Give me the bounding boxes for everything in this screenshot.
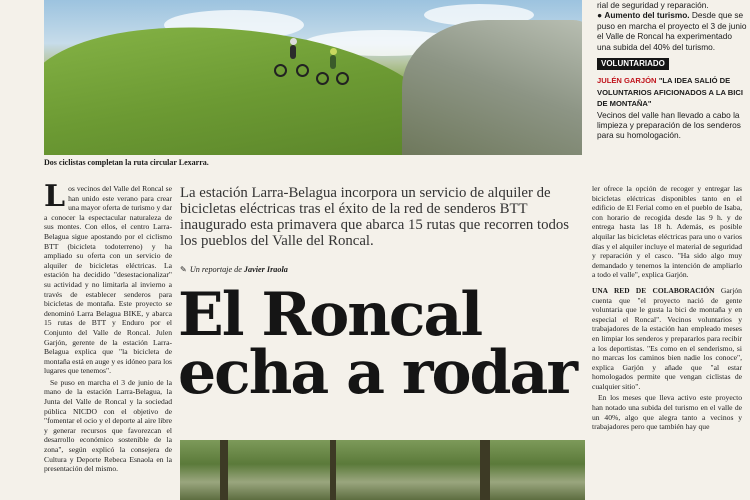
photo-caption: Dos ciclistas completan la ruta circular Lexarra. [44,158,209,167]
section-heading: UNA RED DE COLABORACIÓN [592,285,715,295]
byline-prefix: Un reportaje de [189,265,242,274]
column-3-para-1: ler ofrece la opción de recoger y entregar las bicicletas eléctricas disponibles tanto en el edificio de El Ferial como en el pueblo de Isaba, con horario de recogida desde las 9 h. y de entrega hasta las 18 h. Además, es posible alquilar las bicicletas eléctricas para uno o varios días y el alquiler incluye el material de seguridad y reparación y el casco. "Ha sido algo muy demandado y tenemos la intención de ampliarlo a todo el valle", explica Garjón. [592,184,742,280]
column-1-para-1: os vecinos del Valle del Roncal se han unido este verano para crear una mayor oferta de turismo y dar a conocer la espectacular naturaleza de sus montes. Con ellos, el centro Larra-Belagua sigue apostando por el ciclismo BTT (bicicleta todoterreno) y ha ampliado su oferta con un servicio de alquiler de bicicletas eléctricas. La estación ha decidido "desestacionalizar" su actividad y no limitarla al invierno a través de establecer senderos para bicicletas de montaña. Este proyecto se denominó Larra Belagua BIKE, y abarca 15 rutas de BTT y Enduro por el Conjunto del Valle de Roncal. Julen Garjón, gerente de la estación Larra-Belagua explica que "la bicicleta de montaña está en auge y es idóneo para los lugares que tenemos". [44,184,172,376]
column-3-para-2: Garjón cuenta que "el proyecto nació de gente voluntaria que le gusta la bici de montaña y en especial el Roncal". Vecinos voluntarios y trabajadores de la estación han empleado meses en limpiar los senderos y prepararlos para recibir a los deportistas. "Es como en el senderismo, si no marcas los caminos bien nadie los conoce", explica Garjón y añade que "al estar homologados permite que vengan ciclistas de cualquier sitio". [592,285,742,391]
quote-name: JULÉN GARJÓN [597,76,657,86]
sidebar-intro: rial de seguridad y reparación. [597,0,709,10]
sidebar-bullet [597,10,747,52]
sidebar-column [597,0,747,141]
column-1-para-2: Se puso en marcha el 3 de junio de la mano de la estación Larra-Belagua, la Junta del Valle de Roncal y la sociedad pública NICDO con el objetivo de "fomentar el ocio y el deporte al aire libre y generar recursos que favorezcan el desarrollo económico sostenible de la zona", según explicó la consejera de Cultura y Deporte Rebeca Esnaola en la presentación del mismo. [44,377,172,474]
section-tag: VOLUNTARIADO [597,58,669,70]
cyclists-photo [44,0,582,155]
article-column-3 [592,184,742,434]
headline-line-1: El Roncal [178,280,482,350]
article-column-1 [44,179,172,476]
quote-text: "LA IDEA SALIÓ DE VOLUNTARIOS AFICIONADOS A LA BICI DE MONTAÑA" [597,76,743,109]
drop-cap: L [44,179,66,214]
bullet-text: Desde que se puso en marcha el proyecto el 3 de junio el Valle de Roncal ha experimentado una subida del 40% del turismo. [597,10,747,52]
headline [178,280,588,408]
forest-photo [180,440,585,500]
byline [180,264,288,274]
headline-line-2: echa a rodar [178,338,576,408]
byline-author: Javier Iraola [243,265,288,274]
bullet-icon: ● [597,10,603,21]
sidebar-tail: Vecinos del valle han llevado a cabo la limpieza y preparación de los senderos para su homologación. [597,109,741,141]
pen-icon: ✎ [180,265,187,274]
article-subtitle: La estación Larra-Belagua incorpora un servicio de alquiler de bicicletas eléctricas tras el éxito de la red de senderos BTT inaugurado esta primavera que abarca 15 rutas que recorren todos los pueblos del Valle del Roncal. [180,185,570,249]
bullet-title: Aumento del turismo. [604,10,690,21]
column-3-para-3: En los meses que lleva activo este proyecto han notado una subida del turismo en el valle de un 40%, algo que alegra tanto a vecinos y trabajadores pero que también hay que [592,393,742,432]
sidebar-quote [597,75,747,109]
